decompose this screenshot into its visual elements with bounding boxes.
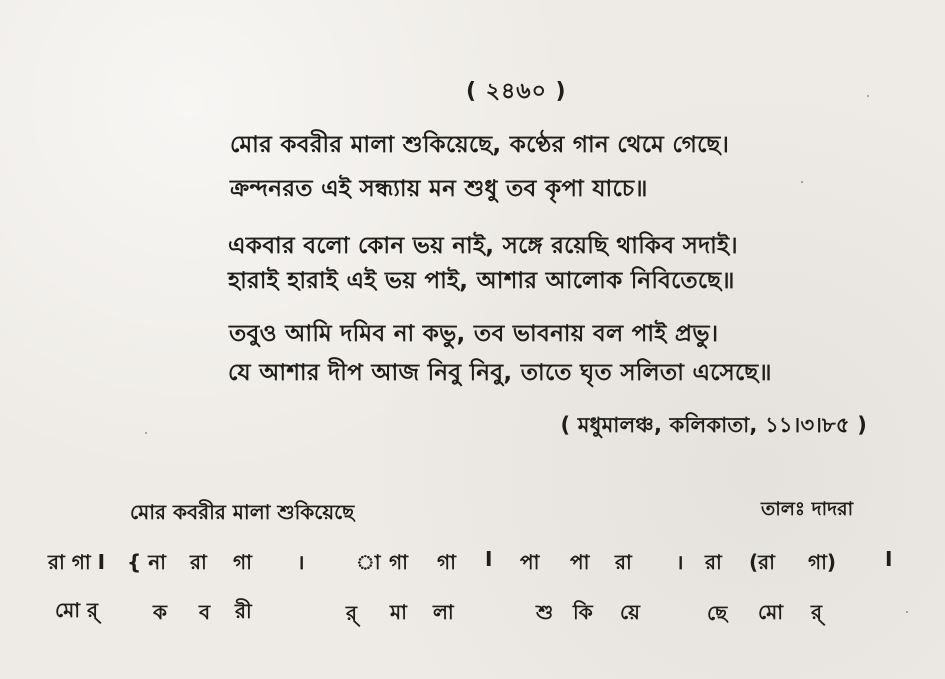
sargam-token-13: রা xyxy=(705,550,722,574)
sargam-token-11: রা xyxy=(615,550,632,574)
sargam-token-4: । xyxy=(297,550,305,574)
sargam-token-16: I xyxy=(885,547,893,571)
sargam-token-6: গা xyxy=(389,550,408,574)
syllable-token-2: ক xyxy=(153,600,167,624)
sargam-token-5: া xyxy=(356,550,381,574)
lyrics-line-2: ক্রন্দনরত এই সন্ধ্যায় মন শুধু তব কৃপা যাচে॥ xyxy=(230,176,648,202)
source-credit: ( মধুমালঞ্চ, কলিকাতা, ১১।৩।৮৫ ) xyxy=(560,413,867,437)
syllable-token-12: মো xyxy=(758,600,784,624)
paper-speck-4 xyxy=(906,611,908,613)
sargam-token-7: গা xyxy=(437,550,456,574)
paper-speck-1 xyxy=(801,181,803,183)
sargam-token-15: গা) xyxy=(808,550,837,574)
syllable-token-1: মো র্ xyxy=(55,598,98,622)
lyrics-line-3: একবার বলো কোন ভয় নাই, সঙ্গে রয়েছি থাকিব সদাই। xyxy=(228,233,738,259)
syllable-token-5: র্ xyxy=(346,601,358,625)
sargam-token-2: রা xyxy=(190,550,207,574)
syllable-token-9: কি xyxy=(573,600,593,624)
lyrics-line-1: মোর কবরীর মালা শুকিয়েছে, কণ্ঠের গান থেমে গেছে। xyxy=(230,132,730,158)
sargam-token-10: পা xyxy=(570,550,590,574)
paper-speck-2 xyxy=(867,95,869,97)
syllable-token-4: রী xyxy=(235,599,252,623)
syllable-token-10: য়ে xyxy=(620,600,640,624)
taal-label: তালঃ দাদরা xyxy=(761,498,854,520)
syllable-token-8: শু xyxy=(536,600,554,624)
syllable-token-6: মা xyxy=(390,600,407,624)
lyrics-line-4: হারাই হারাই এই ভয় পাই, আশার আলোক নিবিতেছে॥ xyxy=(228,268,735,294)
syllable-token-11: ছে xyxy=(707,601,728,625)
syllable-token-7: লা xyxy=(433,600,454,624)
lyrics-line-5: তবুও আমি দমিব না কভু, তব ভাবনায় বল পাই প্রভু। xyxy=(229,321,719,347)
raag-label: রা গা I xyxy=(48,550,106,574)
sargam-token-12: । xyxy=(676,550,684,574)
sargam-token-9: পা xyxy=(520,550,540,574)
paper-speck-3 xyxy=(145,432,147,434)
song-number: ( ২৪৬০ ) xyxy=(466,79,567,104)
notation-title: মোর কবরীর মালা শুকিয়েছে xyxy=(130,500,355,524)
syllable-token-13: র্ xyxy=(811,600,823,624)
sargam-token-1: { না xyxy=(127,550,166,574)
sargam-token-3: গা xyxy=(233,550,252,574)
lyrics-line-6: যে আশার দীপ আজ নিবু নিবু, তাতে ঘৃত সলিতা এসেছে॥ xyxy=(228,360,772,386)
sargam-token-14: (রা xyxy=(749,550,775,574)
syllable-token-3: ব xyxy=(199,600,211,624)
sargam-token-8: I xyxy=(485,547,493,571)
